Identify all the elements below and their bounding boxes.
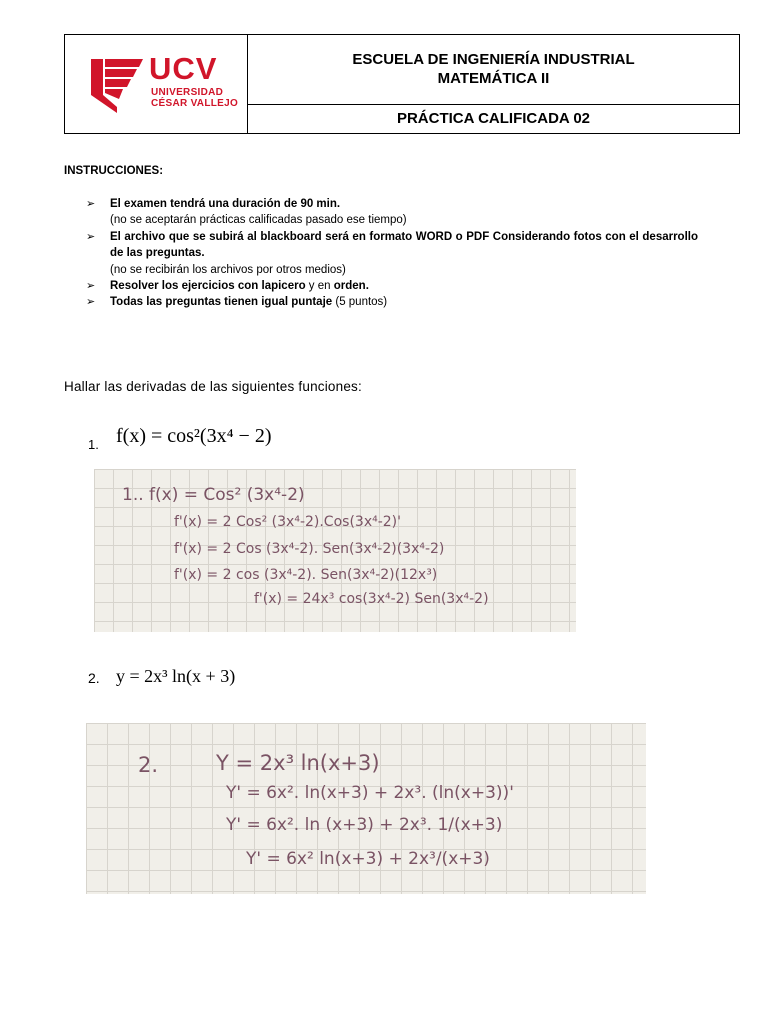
instructions-list (86, 196, 698, 311)
arrow-bullet-icon: ➢ (86, 296, 96, 309)
exam-cell (248, 105, 739, 133)
handwritten-line: Y' = 6x². ln (x+3) + 2x³. 1/(x+3) (226, 815, 503, 835)
handwritten-line: Y' = 6x² ln(x+3) + 2x³/(x+3) (246, 849, 490, 869)
problem-1-number: 1. (88, 437, 99, 452)
logo-cell (65, 35, 248, 133)
list-item: ➢ Resolver los ejercicios con lapicero y en orden. (86, 278, 698, 294)
instructions-heading: INSTRUCCIONES: (64, 165, 164, 177)
handwritten-line: f'(x) = 2 Cos² (3x⁴-2).Cos(3x⁴-2)' (174, 514, 401, 530)
logo-subtitle: UNIVERSIDAD CÉSAR VALLEJO (151, 87, 239, 109)
arrow-bullet-icon: ➢ (86, 280, 96, 293)
handwritten-line: f'(x) = 2 Cos (3x⁴-2). Sen(3x⁴-2)(3x⁴-2) (174, 541, 445, 557)
problem-prompt: Hallar las derivadas de las siguientes funciones: (64, 379, 362, 394)
school-name: ESCUELA DE INGENIERÍA INDUSTRIAL (352, 51, 635, 68)
arrow-bullet-icon: ➢ (86, 198, 96, 210)
logo-wordmark: UCV (149, 51, 218, 86)
handwritten-line: f'(x) = 2 cos (3x⁴-2). Sen(3x⁴-2)(12x³) (174, 567, 438, 583)
ucv-emblem-icon (89, 55, 145, 113)
handwritten-line: Y = 2x³ ln(x+3) (216, 751, 380, 775)
course-name: MATEMÁTICA II (437, 70, 550, 87)
problem-2-formula: y = 2x³ ln(x + 3) (116, 666, 236, 686)
title-cell (248, 35, 739, 105)
problem-1-formula: f(x) = cos²(3x⁴ − 2) (116, 425, 272, 447)
problem-2-solution-photo (86, 723, 646, 894)
list-item: ➢ El examen tendrá una duración de 90 min. (no se aceptarán prácticas calificadas pasado ese tiempo) (86, 198, 407, 227)
header-table (64, 34, 740, 134)
handwritten-line: 2. (138, 753, 159, 777)
arrow-bullet-icon: ➢ (86, 230, 96, 243)
handwritten-line: 1.. f(x) = Cos² (3x⁴-2) (122, 485, 305, 505)
handwritten-line: f'(x) = 24x³ cos(3x⁴-2) Sen(3x⁴-2) (254, 591, 489, 607)
problem-1-solution-photo (94, 469, 576, 632)
list-item: ➢ El archivo que se subirá al blackboard será en formato WORD o PDF Considerando fotos con el desarrollo de las preguntas. (no se recibirán los archivos por otros medios) (86, 230, 698, 276)
list-item: ➢ Todas las preguntas tienen igual puntaje (5 puntos) (86, 294, 698, 310)
exam-title: PRÁCTICA CALIFICADA 02 (396, 110, 591, 127)
handwritten-line: Y' = 6x². ln(x+3) + 2x³. (ln(x+3))' (226, 783, 514, 803)
problem-2-number: 2. (88, 670, 100, 686)
